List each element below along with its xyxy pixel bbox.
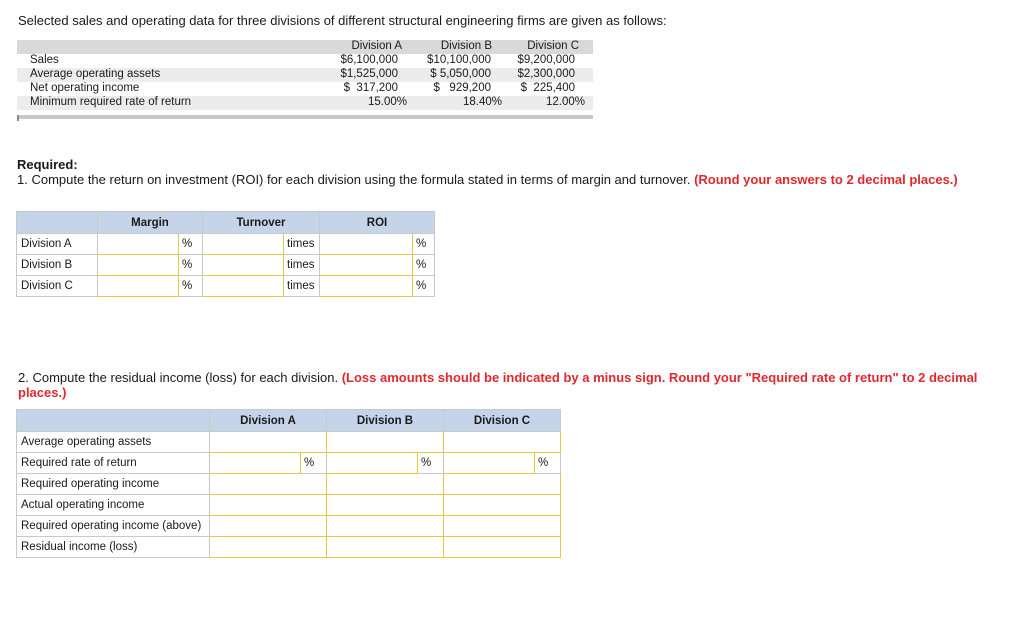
given-value: $6,100,000 <box>340 54 398 66</box>
ri-row-assets <box>17 432 561 453</box>
percent-unit: % <box>413 234 435 255</box>
percent-unit: % <box>413 276 435 297</box>
roi-header-blank <box>17 212 98 234</box>
part1-note: (Round your answers to 2 decimal places.) <box>694 172 958 187</box>
times-unit: times <box>284 255 320 276</box>
ri-required-above-input-c[interactable] <box>444 516 561 537</box>
roi-input-a[interactable] <box>320 234 413 255</box>
given-value: $9,200,000 <box>517 54 575 66</box>
ri-residual-input-a[interactable] <box>210 537 327 558</box>
margin-input-c[interactable] <box>98 276 179 297</box>
ri-actual-income-input-c[interactable] <box>444 495 561 516</box>
given-row-label: Minimum required rate of return <box>30 96 192 108</box>
percent-unit: % <box>179 255 203 276</box>
roi-row-b <box>17 255 435 276</box>
ri-row-actual-income <box>17 495 561 516</box>
given-value: 15.00% <box>367 96 407 108</box>
percent-unit: % <box>179 234 203 255</box>
given-value: 12.00% <box>545 96 585 108</box>
ri-required-above-input-b[interactable] <box>327 516 444 537</box>
given-header-b: Division B <box>440 40 492 52</box>
ri-row-label: Required operating income (above) <box>17 516 210 537</box>
ri-row-label: Average operating assets <box>17 432 210 453</box>
ri-row-rate <box>17 453 561 474</box>
roi-row-a <box>17 234 435 255</box>
part2-note: (Loss amounts should be indicated by a minus sign. Round your "Required rate of return" to 2 decimal places.) <box>18 370 978 400</box>
ri-rate-input-c[interactable] <box>444 453 535 474</box>
given-value: $2,300,000 <box>517 68 575 80</box>
ri-required-income-input-b[interactable] <box>327 474 444 495</box>
given-table-divider <box>17 115 593 119</box>
roi-input-b[interactable] <box>320 255 413 276</box>
ri-rate-input-a[interactable] <box>210 453 301 474</box>
roi-row-c <box>17 276 435 297</box>
roi-row-label: Division B <box>17 255 98 276</box>
ri-required-above-input-a[interactable] <box>210 516 327 537</box>
residual-income-table <box>16 409 561 558</box>
given-row-sales <box>17 54 593 68</box>
ri-assets-input-b[interactable] <box>327 432 444 453</box>
ri-row-label: Residual income (loss) <box>17 537 210 558</box>
required-heading: Required: <box>17 157 78 172</box>
given-table-edge <box>17 115 19 121</box>
turnover-input-b[interactable] <box>203 255 284 276</box>
roi-input-c[interactable] <box>320 276 413 297</box>
intro-text: Selected sales and operating data for three divisions of different structural engineering firms are given as follows: <box>18 13 667 28</box>
turnover-input-c[interactable] <box>203 276 284 297</box>
ri-row-required-above <box>17 516 561 537</box>
ri-header-blank <box>17 410 210 432</box>
times-unit: times <box>284 276 320 297</box>
ri-row-residual <box>17 537 561 558</box>
turnover-input-a[interactable] <box>203 234 284 255</box>
margin-input-a[interactable] <box>98 234 179 255</box>
part2-text: 2. Compute the residual income (loss) for each division. <box>18 370 342 385</box>
given-data-table <box>17 40 593 120</box>
part1-text: 1. Compute the return on investment (ROI) for each division using the formula stated in terms of margin and turnover. <box>17 172 695 187</box>
given-row-income <box>17 82 593 96</box>
ri-assets-input-c[interactable] <box>444 432 561 453</box>
roi-header-turnover: Turnover <box>203 212 320 234</box>
given-header-c: Division C <box>527 40 579 52</box>
given-row-label: Sales <box>30 54 59 66</box>
ri-actual-income-input-b[interactable] <box>327 495 444 516</box>
given-value: $ 317,200 <box>343 82 398 94</box>
roi-row-label: Division A <box>17 234 98 255</box>
ri-rate-input-b[interactable] <box>327 453 418 474</box>
given-value: $1,525,000 <box>340 68 398 80</box>
ri-residual-input-c[interactable] <box>444 537 561 558</box>
percent-unit: % <box>301 453 327 474</box>
roi-row-label: Division C <box>17 276 98 297</box>
percent-unit: % <box>418 453 444 474</box>
ri-required-income-input-a[interactable] <box>210 474 327 495</box>
margin-input-b[interactable] <box>98 255 179 276</box>
ri-header-row <box>17 410 561 432</box>
ri-row-required-income <box>17 474 561 495</box>
times-unit: times <box>284 234 320 255</box>
roi-header-roi: ROI <box>320 212 435 234</box>
ri-actual-income-input-a[interactable] <box>210 495 327 516</box>
given-value: 18.40% <box>462 96 502 108</box>
ri-row-label: Required operating income <box>17 474 210 495</box>
ri-residual-input-b[interactable] <box>327 537 444 558</box>
part2-instructions <box>18 370 1024 400</box>
given-row-rate <box>17 96 593 110</box>
given-row-assets <box>17 68 593 82</box>
ri-assets-input-a[interactable] <box>210 432 327 453</box>
ri-required-income-input-c[interactable] <box>444 474 561 495</box>
ri-header-division-c: Division C <box>444 410 561 432</box>
given-row-label: Average operating assets <box>30 68 161 80</box>
part1-instructions <box>17 172 958 187</box>
percent-unit: % <box>179 276 203 297</box>
given-value: $10,100,000 <box>427 54 491 66</box>
given-value: $ 225,400 <box>520 82 575 94</box>
ri-row-label: Required rate of return <box>17 453 210 474</box>
given-value: $ 5,050,000 <box>430 68 491 80</box>
given-header-a: Division A <box>351 40 402 52</box>
ri-header-division-a: Division A <box>210 410 327 432</box>
roi-table <box>16 211 435 297</box>
ri-header-division-b: Division B <box>327 410 444 432</box>
roi-header-margin: Margin <box>98 212 203 234</box>
given-value: $ 929,200 <box>433 82 491 94</box>
percent-unit: % <box>535 453 561 474</box>
given-row-label: Net operating income <box>30 82 140 94</box>
ri-row-label: Actual operating income <box>17 495 210 516</box>
percent-unit: % <box>413 255 435 276</box>
roi-header-row <box>17 212 435 234</box>
